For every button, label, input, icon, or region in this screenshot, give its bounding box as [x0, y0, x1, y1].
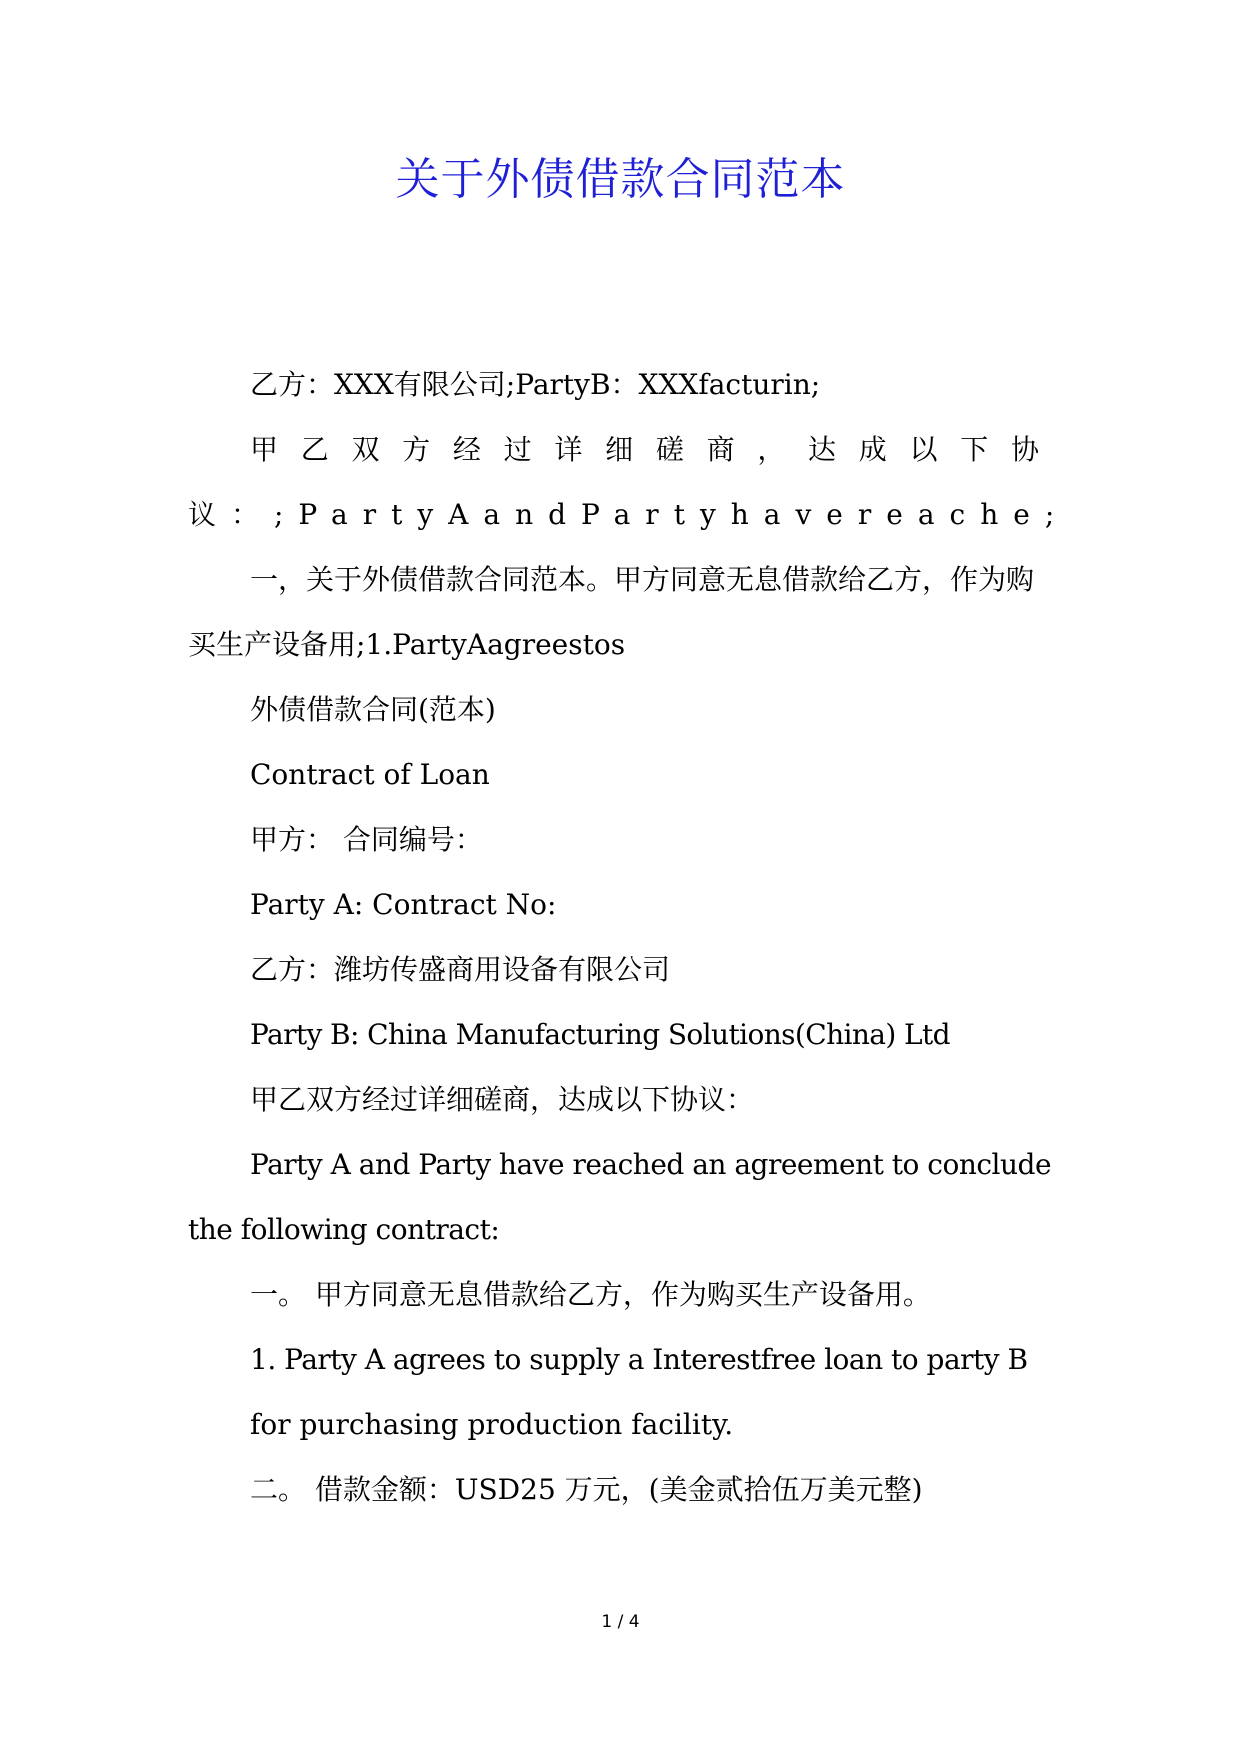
paragraph-contract-heading-en: Contract of Loan — [250, 758, 490, 791]
paragraph-agreement-en: Party A and Party have reached an agreement to conclude the following contract: — [188, 1148, 1052, 1246]
paragraph-clause-two-cn: 二。 借款金额：USD25 万元，(美金贰拾伍万美元整) — [250, 1473, 923, 1506]
paragraph-agreement-cn: 甲乙双方经过详细磋商，达成以下协议： — [250, 1083, 755, 1116]
paragraph-clause-one-summary: 一，关于外债借款合同范本。甲方同意无息借款给乙方，作为购买生产设备用;1.PartyAagreestos — [188, 563, 1035, 661]
paragraph-contract-heading-cn: 外债借款合同(范本) — [250, 693, 496, 726]
paragraph-party-a-cn: 甲方： 合同编号： — [250, 823, 483, 856]
paragraph-party-b-summary: 乙方：XXX有限公司;PartyB：XXXfacturin; — [250, 368, 821, 401]
paragraph-party-b-en: Party B: China Manufacturing Solutions(China) Ltd — [250, 1018, 950, 1051]
page-number: 1 / 4 — [601, 1612, 640, 1632]
paragraph-clause-one-en-cont: for purchasing production facility. — [250, 1408, 734, 1441]
paragraph-party-b-cn: 乙方：潍坊传盛商用设备有限公司 — [250, 953, 671, 986]
document-title: 关于外债借款合同范本 — [395, 154, 846, 205]
document-body — [188, 352, 1070, 1522]
paragraph-clause-one-cn: 一。 甲方同意无息借款给乙方，作为购买生产设备用。 — [250, 1278, 931, 1311]
paragraph-agreement-summary: 甲乙双方经过详细磋商，达成以下协议：;PartyAandPartyhavereache; — [188, 433, 1070, 531]
paragraph-clause-one-en: 1. Party A agrees to supply a Interestfree loan to party B — [250, 1343, 1028, 1376]
paragraph-party-a-en: Party A: Contract No: — [250, 888, 557, 921]
